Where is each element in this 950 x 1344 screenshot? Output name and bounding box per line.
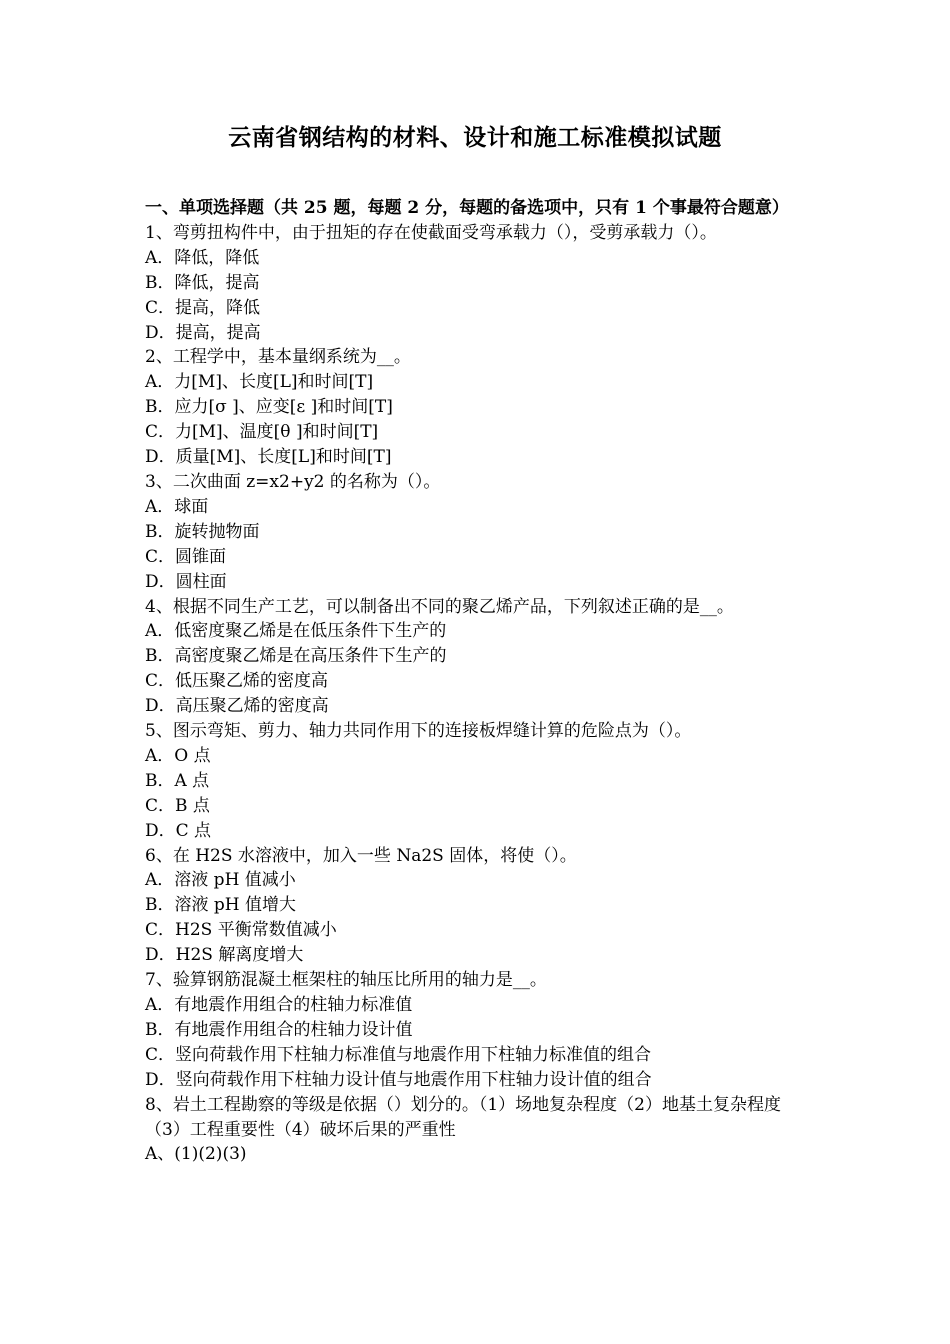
answer-option: D．质量[M]、长度[L]和时间[T]	[145, 447, 392, 468]
answer-option: B．溶液 pH 值增大	[145, 895, 297, 916]
answer-option: D．C 点	[145, 820, 212, 841]
answer-option: C．圆锥面	[145, 546, 227, 567]
question-stem: 4、根据不同生产工艺，可以制备出不同的聚乙烯产品，下列叙述正确的是__。	[145, 596, 734, 617]
answer-option: A．力[M]、长度[L]和时间[T]	[145, 372, 374, 393]
question-stem: 1、弯剪扭构件中，由于扭矩的存在使截面受弯承载力（），受剪承载力（）。	[145, 222, 717, 243]
answer-option: D．提高，提高	[145, 322, 261, 343]
question-stem: 2、工程学中，基本量纲系统为__。	[145, 347, 411, 368]
section-heading: 一、单项选择题（共 25 题，每题 2 分，每题的备选项中，只有 1 个事最符合题意）	[145, 198, 789, 218]
question-3	[145, 470, 810, 595]
answer-option: B．高密度聚乙烯是在高压条件下生产的	[145, 646, 447, 667]
question-2	[145, 345, 810, 470]
answer-option: B．有地震作用组合的柱轴力设计值	[145, 1019, 413, 1040]
answer-option: A．O 点	[145, 745, 211, 766]
document-body	[145, 196, 810, 1167]
answer-option: C．H2S 平衡常数值减小	[145, 920, 337, 941]
question-stem: 8、岩土工程勘察的等级是依据（）划分的。（1）场地复杂程度（2）地基土复杂程度（3）工程重要性（4）破坏后果的严重性	[145, 1094, 781, 1140]
answer-option: A、(1)(2)(3)	[145, 1144, 247, 1165]
question-8	[145, 1093, 810, 1168]
answer-option: A．球面	[145, 496, 209, 517]
answer-option: A．降低，降低	[145, 247, 260, 268]
answer-option: C．力[M]、温度[θ ]和时间[T]	[145, 422, 379, 443]
question-4	[145, 595, 810, 720]
answer-option: A．有地震作用组合的柱轴力标准值	[145, 995, 413, 1015]
answer-option: C．B 点	[145, 795, 210, 816]
answer-option: B．旋转抛物面	[145, 521, 260, 542]
answer-option: B．降低，提高	[145, 272, 260, 293]
answer-option: B．A 点	[145, 770, 210, 791]
answer-option: C．竖向荷载作用下柱轴力标准值与地震作用下柱轴力标准值的组合	[145, 1044, 652, 1065]
answer-option: D．竖向荷载作用下柱轴力设计值与地震作用下柱轴力设计值的组合	[145, 1069, 652, 1090]
question-7	[145, 968, 810, 1093]
question-6	[145, 844, 810, 969]
answer-option: C．低压聚乙烯的密度高	[145, 671, 329, 692]
question-stem: 3、二次曲面 z=x2+y2 的名称为（）。	[145, 471, 441, 492]
answer-option: A．低密度聚乙烯是在低压条件下生产的	[145, 621, 447, 642]
question-stem: 5、图示弯矩、剪力、轴力共同作用下的连接板焊缝计算的危险点为（）。	[145, 721, 692, 742]
document-title: 云南省钢结构的材料、设计和施工标准模拟试题	[228, 124, 722, 151]
answer-option: C．提高，降低	[145, 297, 261, 318]
answer-option: D．圆柱面	[145, 571, 227, 592]
question-1	[145, 221, 810, 346]
question-stem: 7、验算钢筋混凝土框架柱的轴压比所用的轴力是__。	[145, 970, 547, 991]
question-5	[145, 719, 810, 844]
question-stem: 6、在 H2S 水溶液中，加入一些 Na2S 固体，将使（）。	[145, 845, 577, 866]
answer-option: D．高压聚乙烯的密度高	[145, 696, 329, 717]
answer-option: D．H2S 解离度增大	[145, 945, 304, 966]
answer-option: A．溶液 pH 值减小	[145, 870, 296, 891]
answer-option: B．应力[σ ]、应变[ε ]和时间[T]	[145, 397, 393, 418]
